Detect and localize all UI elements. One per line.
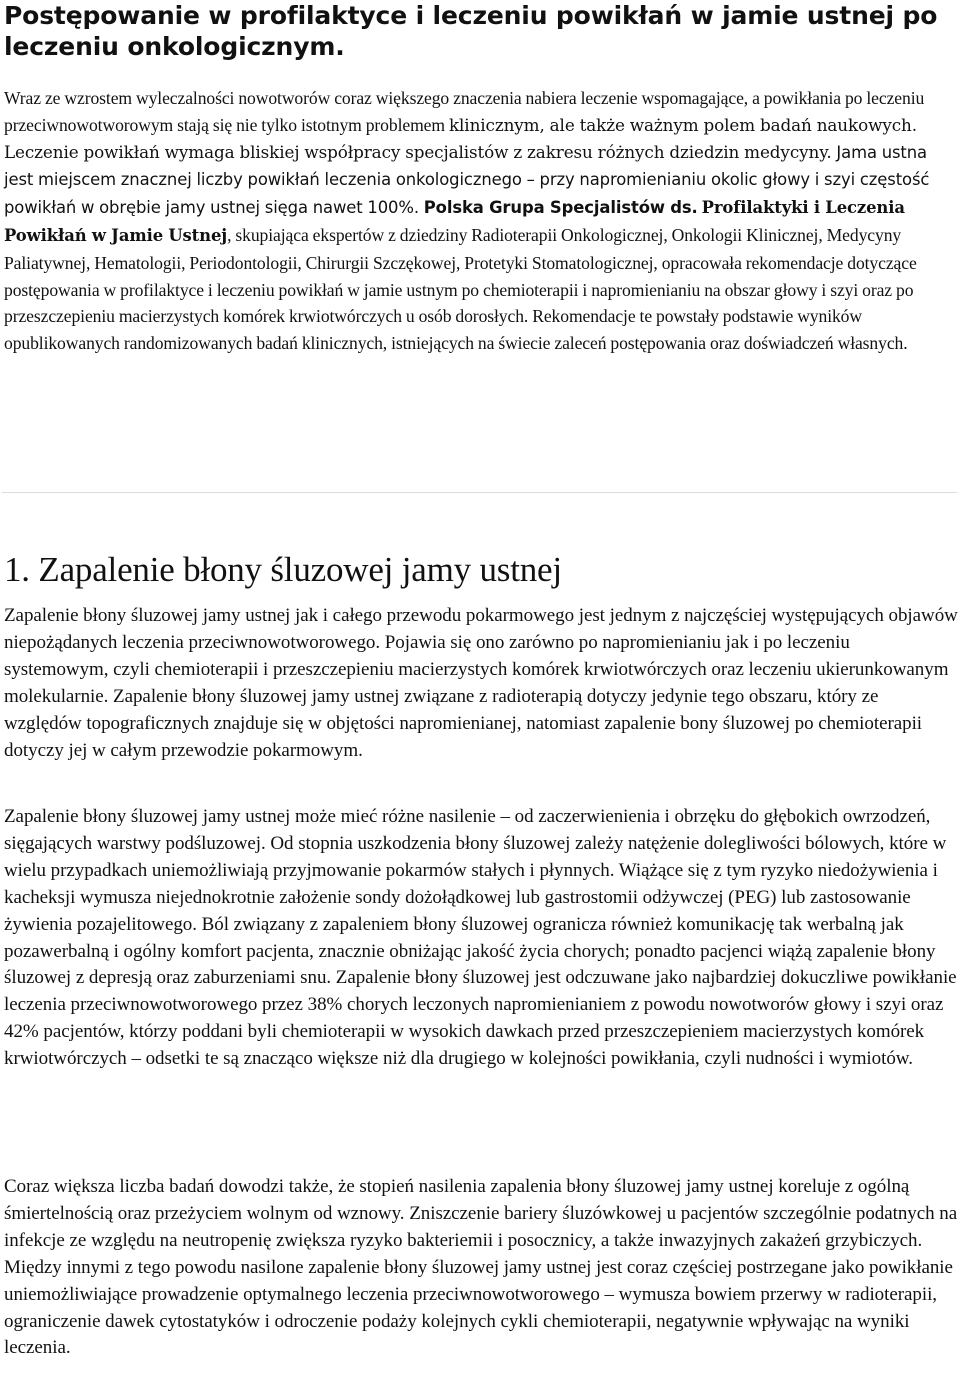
intro-text-segment: Wraz ze wzrostem wyleczalności nowotworów coraz większego znaczenia nabiera leczenie wspomagające, a powikłania po leczeniu przeciwnowotworowym stają się nie tylko istotnym problemem — [4, 88, 925, 135]
document-title: Postępowanie w profilaktyce i leczeniu powikłań w jamie ustnej po leczeniu onkologicznym. — [4, 1, 938, 61]
intro-text-segment: Jama ustna jest miejscem znacznej liczby powikłań leczenia onkologicznego – przy napromienianiu okolic głowy i szyi częstość powikłań w obrębie jamy ustnej sięga nawet 100%. — [4, 142, 930, 218]
intro-text-segment: , skupiająca ekspertów z dziedziny Radioterapii Onkologicznej, Onkologii Klinicznej, Medycyny Paliatywnej, Hematologii, Periodontologii, Chirurgii Szczękowej, Protetyki Stomatologicznej, opracowała rekomendacje dotyczące postępowania w profilaktyce i leczeniu powikłań w jamie ustnym po chemioterapii i napromienianiu na obszar głowy i szyi oraz po przeszczepieniu macierzystych komórek krwiotwórczych u osób dorosłych. Rekomendacje te powstały podstawie wyników opublikowanych randomizowanych badań klinicznych, istniejących na świecie zaleceń postępowania oraz doświadczeń własnych. — [4, 224, 917, 354]
section-heading: 1. Zapalenie błony śluzowej jamy ustnej — [4, 550, 562, 589]
section-divider — [2, 492, 957, 493]
intro-text-segment: klinicznym, ale także ważnym polem badań naukowych. Leczenie powikłań wymaga bliskiej współpracy specjalistów z zakresu różnych dziedzin medycyny. — [4, 114, 917, 162]
body-paragraph: Coraz większa liczba badań dowodzi także, że stopień nasilenia zapalenia błony śluzowej jamy ustnej koreluje z ogólną śmiertelnością oraz przeżyciem wolnym od wznowy. Zniszczenie bariery śluzówkowej u pacjentów szczególnie podatnych na infekcje ze względu na neutropenię zwiększa ryzyko bakteriemii i posocznicy, a także inwazyjnych zakażeń grzybiczych. Między innymi z tego powodu nasilone zapalenie błony śluzowej jamy ustnej jest coraz częściej postrzegane jako powikłanie uniemożliwiające prowadzenie optymalnego leczenia przeciwnowotworowego – wymusza bowiem przerwy w radioterapii, ograniczenie dawek cytostatyków i odroczenie podaży kolejnych cykli chemioterapii, negatywnie wpływając na wyniki leczenia. — [4, 1176, 958, 1359]
group-name-bold: Profilaktyki i Leczenia Powikłań w Jamie Ustnej — [4, 198, 905, 245]
body-paragraph: Zapalenie błony śluzowej jamy ustnej może mieć różne nasilenie – od zaczerwienienia i obrzęku do głębokich owrzodzeń, sięgających warstwy podśluzowej. Od stopnia uszkodzenia błony śluzowej zależy natężenie dolegliwości bólowych, które w wielu przypadkach uniemożliwiają przyjmowanie pokarmów stałych i płynnych. Wiążące się z tym ryzyko niedożywienia i kacheksji wymusza niejednokrotnie założenie sondy dożołądkowej lub gastrostomii odżywczej (PEG) lub zastosowanie żywienia pozajelitowego. Ból związany z zapaleniem błony śluzowej ogranicza również komunikację tak werbalną jak pozawerbalną i ogólny komfort pacjenta, znacznie obniżając jakość życia chorych; ponadto pacjenci wiążą zapalenie błony śluzowej z depresją oraz zaburzeniami snu. Zapalenie błony śluzowej jest odczuwane jako najbardziej dokuczliwe powikłanie leczenia przeciwnowotworowego przez 38% chorych leczonych napromienianiem z powodu nowotworów głowy i szyi oraz 42% pacjentów, którzy poddani byli chemioterapii w wysokich dawkach przed przeszczepieniem macierzystych komórek krwiotwórczych – odsetki te są znacząco większe niż dla drugiego w kolejności powikłania, czyli nudności i wymiotów. — [4, 806, 957, 1070]
body-paragraph: Zapalenie błony śluzowej jamy ustnej jak i całego przewodu pokarmowego jest jednym z najczęściej występujących objawów niepożądanych leczenia przeciwnowotworowego. Pojawia się ono zarówno po napromienianiu jak i po leczeniu systemowym, czyli chemioterapii i przeszczepieniu macierzystych komórek krwiotwórczych oraz leczeniu ukierunkowanym molekularnie. Zapalenie błony śluzowej jamy ustnej związane z radioterapią dotyczy jedynie tego obszaru, który ze względów topograficznych znajduje się w objętości napromienianej, natomiast zapalenie bony śluzowej po chemioterapii dotyczy jej w całym przewodzie pokarmowym. — [4, 605, 958, 761]
intro-paragraph — [4, 85, 958, 357]
group-name-bold: Polska Grupa Specjalistów ds. — [423, 198, 698, 218]
